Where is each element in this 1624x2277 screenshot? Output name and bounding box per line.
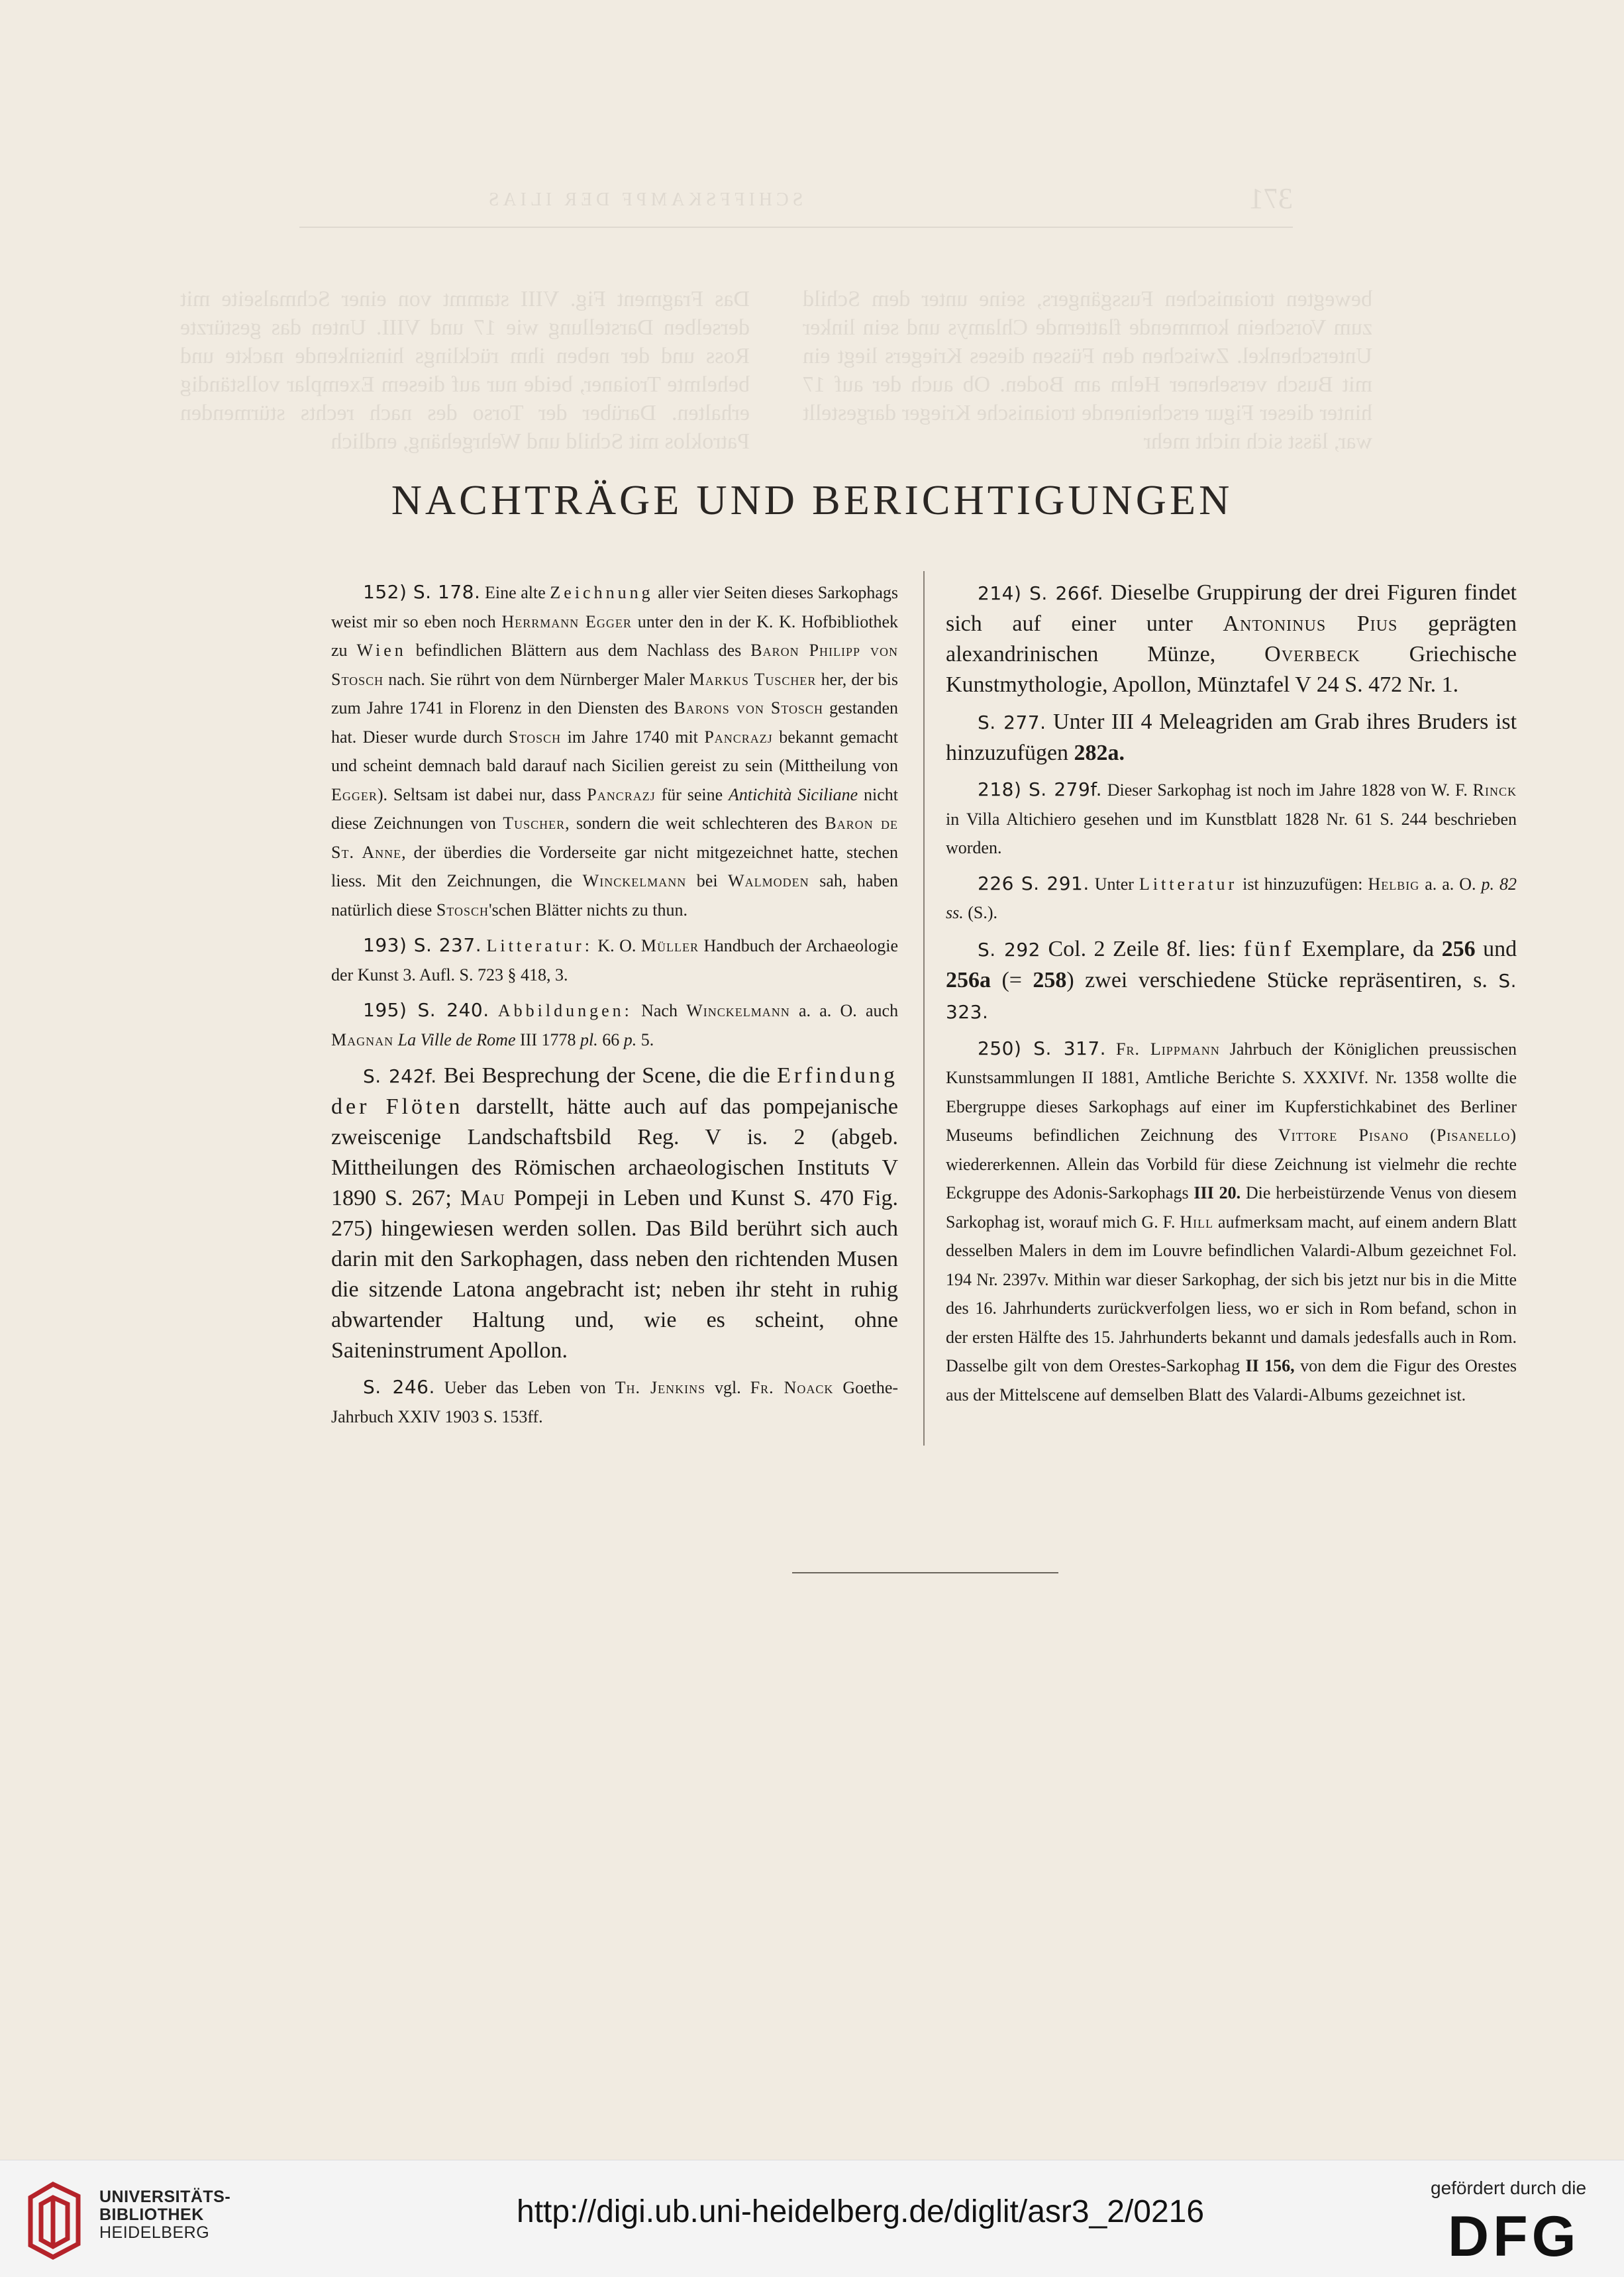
spaced-term: Zeichnung (550, 583, 654, 602)
library-name-line: HEIDELBERG (99, 2223, 210, 2242)
abbreviation: p. (623, 1030, 637, 1049)
entry-text: Griechische Kunstmythologie, Apollon, Münztafel V 24 S. 472 Nr. 1. (946, 642, 1517, 697)
funding-label: gefördert durch die (1431, 2178, 1587, 2198)
person-name: Fr. Noack (750, 1378, 834, 1397)
library-name-line: UNIVERSITÄTS- (99, 2188, 231, 2206)
person-name: Mau (460, 1186, 505, 1210)
entry-ref: 193) S. 237. (363, 934, 482, 956)
entry-ref: 226 S. 291. (978, 872, 1090, 894)
person-name: Stosch (509, 727, 562, 747)
ghost-column-left: Das Fragment Fig. VIII stammt von einer Schmalseite mit derselben Darstellung wie 17 und VIII. Unten das gestürzte Ross und der neben ihm rücklings hinsinkende nackte und behelmte Troianer, beide nur auf diesem Exemplar vollständig erhalten. Darüber der Torso des nach rechts stürmenden Patroklos mit Schild und Wehrgehäng, endlich (180, 287, 750, 454)
entry-text: 5. (640, 1030, 654, 1049)
entry-text: Bei Besprechung der Scene, die die (444, 1063, 770, 1088)
abbreviation: p. 82 ss. (946, 874, 1517, 922)
entry-text: 'schen Blätter nichts zu thun. (489, 900, 688, 920)
entry-ref: S. 292 (978, 938, 1040, 961)
person-name: Stosch (436, 900, 489, 920)
bold-number: 282a. (1074, 741, 1125, 765)
book-title: La Ville de Rome (397, 1030, 516, 1049)
entry-ref: 152) S. 178. (363, 581, 481, 603)
person-name: Herrmann Egger (501, 611, 632, 631)
entry-ref: S. 246. (363, 1376, 435, 1398)
column-divider (923, 571, 925, 1446)
entry-277 (946, 707, 1517, 768)
spaced-term: Litteratur (1139, 874, 1238, 894)
ghost-page-number: 371 (1249, 182, 1293, 215)
person-name: Pancrazj (704, 727, 773, 747)
entry-ref: 250) S. 317. (978, 1037, 1107, 1059)
entry-text: Exemplare, da (1301, 936, 1435, 961)
person-name: Winckelmann (686, 1001, 790, 1020)
entry-text: wiedererkennen. Allein das Vorbild für diese Zeichnung ist vielmehr die rechte Eckgruppe des Adonis-Sarkophags (946, 1154, 1517, 1202)
page-title: NACHTRÄGE UND BERICHTIGUNGEN (391, 476, 1233, 523)
entry-152 (331, 578, 898, 924)
entry-text: nach. Sie rührt von dem Nürnberger Maler (388, 669, 685, 689)
entry-ref: 218) S. 279f. (978, 778, 1102, 800)
entry-text: sah, haben natürlich diese (331, 871, 899, 920)
entry-text: a. a. O. (1425, 874, 1476, 894)
entry-text: Eine alte (485, 583, 546, 602)
entry-text: ist hinzuzufügen: (1243, 874, 1363, 894)
entry-218 (946, 775, 1517, 863)
person-name: Fr. Lippmann (1116, 1039, 1220, 1059)
entry-226 (946, 869, 1517, 927)
entry-text: ). Seltsam ist dabei nur, dass (377, 784, 582, 804)
entry-text: Nach (641, 1001, 678, 1020)
entry-ref: 214) S. 266f. (978, 582, 1104, 604)
entry-text: gestanden hat. Dieser wurde durch (331, 698, 899, 747)
entry-ref: 195) S. 240. (363, 999, 489, 1021)
spaced-term: Abbildungen: (497, 1001, 633, 1020)
entry-text: für seine (661, 784, 723, 804)
source-url-link[interactable]: http://digi.ub.uni-heidelberg.de/diglit/asr3_2/0216 (517, 2194, 1205, 2229)
person-name: Rinck (1472, 780, 1517, 800)
bleed-through-text (0, 0, 1624, 503)
entry-text: (S.). (968, 903, 998, 922)
entry-193 (331, 931, 898, 989)
entry-text: , der überdies die Vorderseite gar nicht mitgezeichnet hatte, stechen liess. Mit den Zeichnungen, die (331, 842, 898, 890)
entry-text: III 1778 (520, 1030, 576, 1049)
spaced-term: Litteratur: (486, 936, 593, 955)
entry-text: Col. 2 Zeile 8f. lies: (1048, 936, 1237, 961)
entry-text: K. O. (597, 936, 636, 955)
ghost-header-rule (299, 227, 1293, 228)
entry-text: Die herbeistürzende Venus von diesem Sarkophag ist, worauf mich G. F. (946, 1183, 1517, 1232)
entry-text: bekannt gemacht und scheint demnach bald darauf nach Sicilien gereist zu sein (Mittheilung von (331, 727, 899, 775)
entry-text: nicht diese Zeichnungen von (331, 784, 899, 833)
person-name: Pancrazj (587, 784, 656, 804)
entry-text: (= (1001, 967, 1022, 992)
spaced-term: fünf (1243, 936, 1295, 961)
person-name: Antoninus Pius (1223, 611, 1398, 636)
entry-text: Jahrbuch der Königlichen preussischen Kunstsammlungen II 1881, Amtliche Berichte S. XXXIVf. Nr. 1358 wollte die Ebergruppe dieses Sarkophags auf einer im Kupferstichkabinet des Berliner Museums befindlichen Zeichnung des (946, 1039, 1517, 1145)
entry-text: und (1483, 936, 1517, 961)
library-name-line: BIBLIOTHEK (99, 2205, 204, 2224)
person-name: Hill (1180, 1212, 1214, 1232)
entry-text: befindlichen Blättern aus dem Nachlass des (415, 641, 742, 660)
entry-text: Pompeji in Leben und Kunst S. 470 Fig. 275) hingewiesen werden sollen. Das Bild berührt sich auch darin mit den Sarkophagen, dass neben den richtenden Musen die sitzende Latona angebracht ist; neben ihr steht in ruhig abwartender Haltung und, wie es scheint, ohne Saiteninstrument Apollon. (331, 1186, 898, 1363)
right-column (946, 578, 1517, 1416)
spaced-term: Erfindung der Flöten (331, 1063, 898, 1119)
book-title: Antichità Siciliane (729, 784, 858, 804)
bold-number: 258 (1033, 967, 1067, 992)
entry-text: Ueber das Leben von (444, 1378, 606, 1397)
entry-text: Dieser Sarkophag ist noch im Jahre 1828 von W. F. (1107, 780, 1468, 800)
entry-text: in Villa Altichiero gesehen und im Kunstblatt 1828 Nr. 61 S. 244 beschrieben worden. (946, 809, 1517, 857)
dfg-logo: DFG (1448, 2205, 1580, 2268)
entry-text: , sondern die weit schlechteren des (565, 814, 818, 833)
entry-292 (946, 934, 1517, 1028)
university-library-logo-icon (19, 2178, 90, 2260)
person-name: Müller (640, 936, 699, 955)
person-name: Winckelmann (582, 871, 687, 890)
bold-number: 256a (946, 967, 991, 992)
entry-text: aufmerksam macht, auf einem andern Blatt desselben Malers in dem im Louvre befindlichen Valardi-Album gezeichnet Fol. 194 Nr. 2397v. Mithin war dieser Sarkophag, der sich bis jetzt nur bis in die Mitte des 16. Jahrhunderts zurückverfolgen liess, wo er sich in Rom befand, schon in der ersten Hälfte des 15. Jahrhunderts bekannt und damals jedesfalls auch in Rom. Dasselbe gilt von dem Orestes-Sarkophag (946, 1212, 1517, 1375)
end-rule (792, 1572, 1058, 1573)
entry-text: im Jahre 1740 mit (567, 727, 698, 747)
left-column (331, 578, 898, 1438)
person-name: Baron Philipp von Stosch (331, 641, 899, 689)
entry-text: aller vier Seiten dieses Sarkophags weist mir so eben noch (331, 583, 899, 631)
person-name: Helbig (1368, 874, 1420, 894)
ghost-column-right: bewegten troianischen Fussgängers, seine unter dem Schild zum Vorschein kommende flatternde Chlamys und sein linker Unterschenkel. Zwischen den Füssen dieses Kriegers liegt ein mit Busch versehener Helm am Boden. Ob auch der auf 17 hinter dieser Figur erscheinende troianische Krieger dargestellt war, lässt sich nicht mehr (803, 287, 1372, 454)
entry-242 (331, 1061, 898, 1366)
entry-text: a. a. O. auch (798, 1001, 899, 1020)
bold-number: 256 (1441, 936, 1476, 961)
bold-number: III 20. (1193, 1183, 1241, 1202)
entry-text: bei (696, 871, 718, 890)
abbreviation: pl. (580, 1030, 598, 1049)
person-name: Th. Jenkins (615, 1378, 706, 1397)
entry-195 (331, 996, 898, 1054)
library-name (99, 2188, 230, 2242)
entry-ref: S. 242f. (363, 1065, 437, 1087)
entry-text: Handbuch der Archaeologie der Kunst 3. Aufl. S. 723 § 418, 3. (331, 936, 899, 984)
entry-text: von dem die Figur des Orestes aus der Mittelscene auf demselben Blatt des Valardi-Albums gezeichnet ist. (946, 1356, 1517, 1404)
person-name: Tuscher (503, 814, 566, 833)
footer-bar (0, 2160, 1624, 2277)
entry-text: Unter (1094, 874, 1134, 894)
entry-text: Goethe-Jahrbuch XXIV 1903 S. 153ff. (331, 1378, 899, 1426)
entry-text: Dieselbe Gruppirung der drei Figuren findet sich auf einer unter (946, 580, 1517, 636)
entry-text: geprägten alexandrinischen Münze, (946, 611, 1517, 666)
bold-number: II 156, (1245, 1356, 1295, 1375)
person-name: Vittore Pisano (Pisanello) (1278, 1126, 1517, 1145)
entry-text: unter den in der K. K. Hofbibliothek zu (331, 611, 899, 660)
entry-214 (946, 578, 1517, 700)
person-name: Magnan (331, 1030, 394, 1049)
person-name: Markus Tuscher (689, 669, 817, 689)
entry-text: vgl. (715, 1378, 741, 1397)
entry-text: ) zwei verschiedene Stücke repräsentiren, s. (1066, 967, 1488, 992)
ghost-running-header: SCHIFFSKAMPF DER ILIAS (484, 189, 803, 210)
entry-text: her, der bis zum Jahre 1741 in Florenz in den Diensten des (331, 669, 899, 717)
bold-number: S. 323. (946, 969, 1517, 1023)
entry-text: darstellt, hätte auch auf das pompejanische zweiscenige Landschaftsbild Reg. V is. 2 (abgeb. Mittheilungen des Römischen archaeologischen Instituts V 1890 S. 267; (331, 1094, 898, 1210)
entry-text: 66 (602, 1030, 620, 1049)
person-name: Walmoden (728, 871, 809, 890)
entry-ref: S. 277. (978, 712, 1046, 733)
entry-250 (946, 1034, 1517, 1410)
entry-text: Unter III 4 Meleagriden am Grab ihres Bruders ist hinzuzufügen (946, 710, 1517, 765)
person-name: Barons von Stosch (674, 698, 824, 717)
spaced-term: Wien (356, 641, 407, 660)
person-name: Overbeck (1264, 642, 1360, 666)
person-name: Egger (331, 784, 378, 804)
entry-246 (331, 1373, 898, 1431)
person-name: Baron de St. Anne (331, 814, 899, 862)
